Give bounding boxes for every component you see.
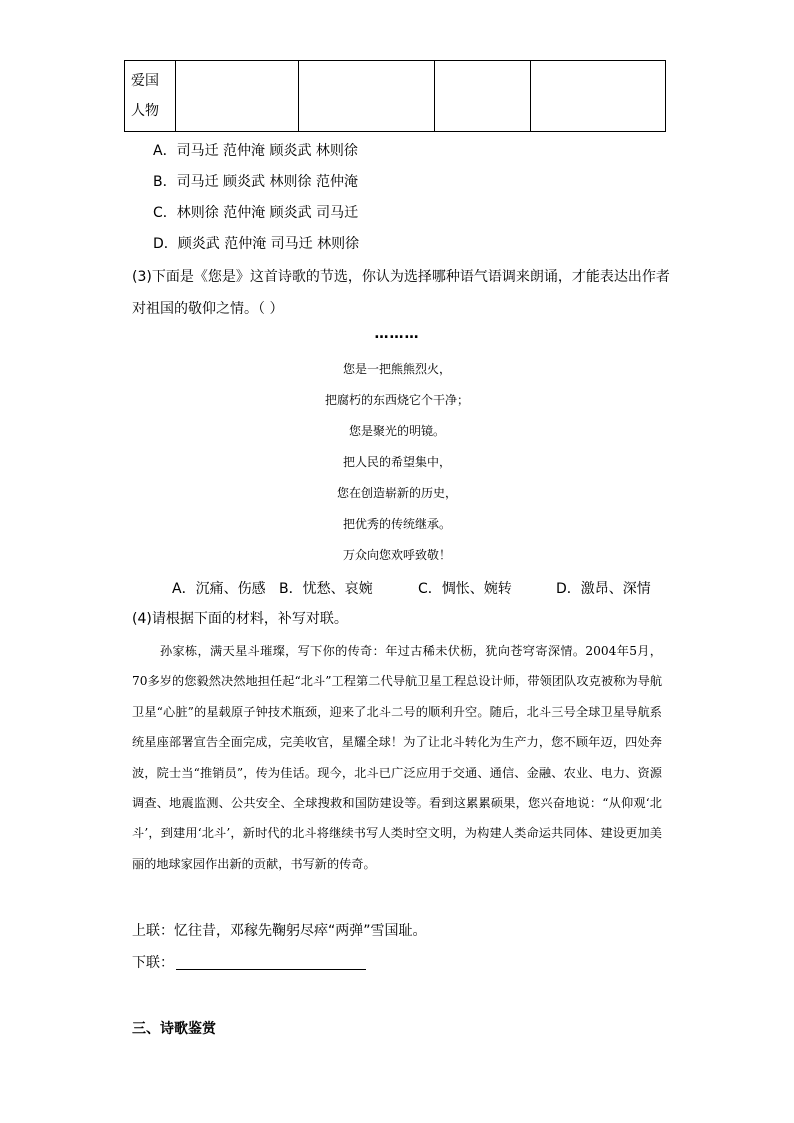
poem-line: 把优秀的传统继承。	[342, 517, 451, 531]
question-4-text: (4)请根据下面的材料，补写对联。	[132, 611, 348, 627]
answer-blank[interactable]	[176, 953, 366, 970]
table-cell-empty	[531, 61, 666, 132]
table-cell-empty	[299, 61, 435, 132]
couplet-lower-line	[132, 953, 366, 973]
choice-d: D．激昂、深情	[556, 581, 651, 597]
table-cell-empty	[176, 61, 299, 132]
couplet-lower-label: 下联：	[132, 955, 174, 971]
poem-line: 万众向您欢呼致敬！	[342, 548, 451, 562]
question-3-choices	[0, 578, 794, 598]
material-paragraph: 孙家栋，满天星斗璀璨，写下你的传奇：年过古稀未伏枥，犹向苍穹寄深情。2004年5月，70多岁的您毅然决然地担任起“北斗”工程第二代导航卫星工程总设计师，带领团队攻克被称为导航卫星“心脏”的星载原子钟技术瓶颈，迎来了北斗二号的顺利升空。随后，北斗三号全球卫星导航系统星座部署宣告全面完成，完美收官，星耀全球！为了让北斗转化为生产力，您不顾年迈，四处奔波，院士当“推销员”，传为佳话。现今，北斗已广泛应用于交通、通信、金融、农业、电力、资源调查、地震监测、公共安全、全球搜救和国防建设等。看到这累累硕果，您兴奋地说：“从仰观‘北斗’，到建用‘北斗’，新时代的北斗将继续书写人类时空文明，为构建人类命运共同体、建设更加美丽的地球家园作出新的贡献，书写新的传奇。	[132, 644, 662, 871]
poem-line: 您在创造崭新的历史，	[336, 486, 457, 500]
poem-line: 把腐朽的东西烧它个干净；	[324, 393, 469, 407]
poem-ellipsis: ………	[374, 326, 420, 342]
table-header-line-2: 人物	[131, 103, 159, 119]
option-a: A．司马迁 范仲淹 顾炎武 林则徐	[153, 143, 358, 159]
table-row	[125, 61, 666, 132]
option-d: D．顾炎武 范仲淹 司马迁 林则徐	[153, 236, 360, 252]
poem-line: 您是一把熊熊烈火，	[342, 362, 451, 376]
choice-c: C．惆怅、婉转	[418, 581, 512, 597]
option-c: C．林则徐 范仲淹 顾炎武 司马迁	[153, 205, 359, 221]
choice-a: A．沉痛、伤感	[172, 581, 266, 597]
poem-line: 您是聚光的明镜。	[348, 424, 445, 438]
section-title: 三、诗歌鉴赏	[132, 1021, 216, 1037]
table-cell-header	[125, 61, 176, 132]
patriot-table	[124, 60, 666, 132]
table-cell-empty	[435, 61, 531, 132]
choice-b: B．忧愁、哀婉	[279, 581, 373, 597]
question-3-text: (3)下面是《您是》这首诗歌的节选，你认为选择哪种语气语调来朗诵，才能表达出作者对祖国的敬仰之情。（ ）	[132, 269, 670, 317]
couplet-upper-line: 上联：忆往昔，邓稼先鞠躬尽瘁“两弹”雪国耻。	[132, 923, 427, 939]
option-b: B．司马迁 顾炎武 林则徐 范仲淹	[153, 174, 358, 190]
poem-line: 把人民的希望集中，	[342, 455, 451, 469]
table-header-line-1: 爱国	[131, 73, 159, 89]
